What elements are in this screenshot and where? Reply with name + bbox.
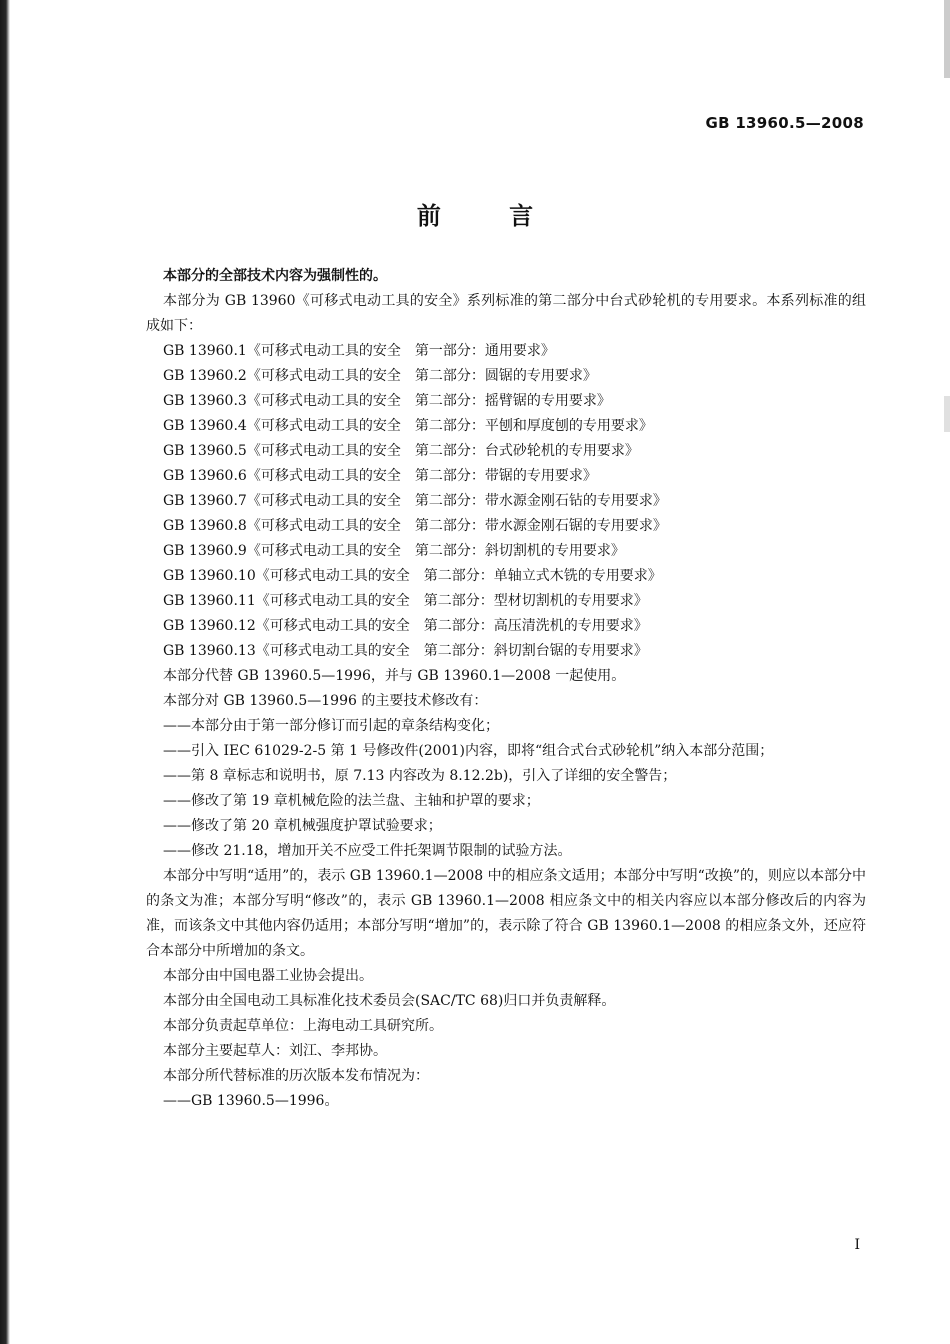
series-part: 第二部分：斜切割机的专用要求	[414, 543, 611, 559]
series-code: GB 13960.9	[163, 543, 247, 559]
drafting-unit: 本部分负责起草单位：上海电动工具研究所。	[163, 1018, 443, 1034]
list-item: ——本部分由于第一部分修订而引起的章条结构变化；	[163, 718, 499, 734]
series-title: 可移式电动工具的安全	[269, 643, 410, 659]
list-item: GB 13960.5《可移式电动工具的安全 第二部分：台式砂轮机的专用要求》	[163, 443, 639, 459]
series-code: GB 13960.12	[163, 618, 256, 634]
changes-list	[146, 714, 866, 864]
series-part: 第二部分：斜切割台锯的专用要求	[423, 643, 634, 659]
list-item: GB 13960.9《可移式电动工具的安全 第二部分：斜切割机的专用要求》	[163, 543, 625, 559]
series-part: 第二部分：带水源金刚石钻的专用要求	[414, 493, 653, 509]
series-code: GB 13960.10	[163, 568, 256, 584]
series-code: GB 13960.6	[163, 468, 247, 484]
series-part: 第一部分：通用要求	[414, 343, 541, 359]
series-code: GB 13960.7	[163, 493, 247, 509]
applicability-paragraph: 本部分中写明“适用”的，表示 GB 13960.1—2008 中的相应条文适用；本部分中写明“改换”的，则应以本部分中的条文为准；本部分写明“修改”的，表示 GB 13960.1—2008 相应条文中的相关内容应以本部分修改后的内容为准，而该条文中其他内容仍适用；本部分写明“增加”的，表示除了符合 GB 13960.1—2008 的相应条文外，还应符合本部分中所增加的条文。	[146, 868, 866, 959]
series-title: 可移式电动工具的安全	[260, 418, 401, 434]
series-code: GB 13960.4	[163, 418, 247, 434]
list-item: GB 13960.6《可移式电动工具的安全 第二部分：带锯的专用要求》	[163, 468, 597, 484]
list-item: GB 13960.12《可移式电动工具的安全 第二部分：高压清洗机的专用要求》	[163, 618, 648, 634]
series-title: 可移式电动工具的安全	[260, 443, 401, 459]
series-title: 可移式电动工具的安全	[269, 618, 410, 634]
drafters: 本部分主要起草人：刘江、李邦协。	[163, 1043, 387, 1059]
list-item: GB 13960.2《可移式电动工具的安全 第二部分：圆锯的专用要求》	[163, 368, 597, 384]
history-intro: 本部分所代替标准的历次版本发布情况为：	[163, 1068, 429, 1084]
series-code: GB 13960.11	[163, 593, 256, 609]
list-item: ——修改了第 19 章机械危险的法兰盘、主轴和护罩的要求；	[163, 793, 540, 809]
series-code: GB 13960.1	[163, 343, 247, 359]
series-title: 可移式电动工具的安全	[260, 343, 401, 359]
series-part: 第二部分：台式砂轮机的专用要求	[414, 443, 625, 459]
series-code: GB 13960.13	[163, 643, 256, 659]
history-item: ——GB 13960.5—1996。	[163, 1093, 339, 1109]
series-title: 可移式电动工具的安全	[260, 493, 401, 509]
list-item: ——引入 IEC 61029-2-5 第 1 号修改件(2001)内容，即将“组合式台式砂轮机”纳入本部分范围；	[163, 743, 774, 759]
series-code: GB 13960.2	[163, 368, 247, 384]
series-title: 可移式电动工具的安全	[260, 393, 401, 409]
changes-intro: 本部分对 GB 13960.5—1996 的主要技术修改有：	[163, 693, 488, 709]
list-item: GB 13960.10《可移式电动工具的安全 第二部分：单轴立式木铣的专用要求》	[163, 568, 662, 584]
list-item: ——第 8 章标志和说明书，原 7.13 内容改为 8.12.2b)，引入了详细的安全警告；	[163, 768, 677, 784]
list-item: GB 13960.7《可移式电动工具的安全 第二部分：带水源金刚石钻的专用要求》	[163, 493, 667, 509]
series-title: 可移式电动工具的安全	[269, 593, 410, 609]
series-part: 第二部分：带水源金刚石锯的专用要求	[414, 518, 653, 534]
series-title: 可移式电动工具的安全	[260, 518, 401, 534]
page-title: 前 言	[416, 202, 564, 230]
standard-code: GB 13960.5—2008	[705, 114, 864, 132]
scan-right-mark	[944, 0, 950, 78]
series-part: 第二部分：平刨和厚度刨的专用要求	[414, 418, 639, 434]
series-title: 可移式电动工具的安全	[260, 468, 401, 484]
list-item: GB 13960.13《可移式电动工具的安全 第二部分：斜切割台锯的专用要求》	[163, 643, 648, 659]
series-title: 可移式电动工具的安全	[260, 368, 401, 384]
series-code: GB 13960.5	[163, 443, 247, 459]
list-item: ——修改 21.18，增加开关不应受工件托架调节限制的试验方法。	[163, 843, 572, 859]
series-code: GB 13960.3	[163, 393, 247, 409]
list-item: GB 13960.11《可移式电动工具的安全 第二部分：型材切割机的专用要求》	[163, 593, 648, 609]
proposed-by: 本部分由中国电器工业协会提出。	[163, 968, 373, 984]
replaces-paragraph: 本部分代替 GB 13960.5—1996，并与 GB 13960.1—2008 一起使用。	[163, 668, 626, 684]
series-title: 可移式电动工具的安全	[269, 568, 410, 584]
scan-right-mark	[944, 396, 950, 432]
series-list	[146, 339, 866, 664]
series-part: 第二部分：高压清洗机的专用要求	[423, 618, 634, 634]
list-item: GB 13960.4《可移式电动工具的安全 第二部分：平刨和厚度刨的专用要求》	[163, 418, 653, 434]
series-title: 可移式电动工具的安全	[260, 543, 401, 559]
page-number: I	[854, 1237, 860, 1253]
foreword-body	[146, 264, 866, 1114]
list-item: GB 13960.1《可移式电动工具的安全 第一部分：通用要求》	[163, 343, 555, 359]
mandatory-statement: 本部分的全部技术内容为强制性的。	[163, 268, 387, 284]
intro-paragraph: 本部分为 GB 13960《可移式电动工具的安全》系列标准的第二部分中台式砂轮机的专用要求。本系列标准的组成如下：	[146, 293, 866, 334]
list-item: GB 13960.8《可移式电动工具的安全 第二部分：带水源金刚石锯的专用要求》	[163, 518, 667, 534]
series-part: 第二部分：带锯的专用要求	[414, 468, 583, 484]
series-part: 第二部分：摇臂锯的专用要求	[414, 393, 597, 409]
series-code: GB 13960.8	[163, 518, 247, 534]
series-part: 第二部分：单轴立式木铣的专用要求	[423, 568, 648, 584]
series-part: 第二部分：型材切割机的专用要求	[423, 593, 634, 609]
list-item: GB 13960.3《可移式电动工具的安全 第二部分：摇臂锯的专用要求》	[163, 393, 611, 409]
series-part: 第二部分：圆锯的专用要求	[414, 368, 583, 384]
centralized-by: 本部分由全国电动工具标准化技术委员会(SAC/TC 68)归口并负责解释。	[163, 993, 616, 1009]
list-item: ——修改了第 20 章机械强度护罩试验要求；	[163, 818, 442, 834]
